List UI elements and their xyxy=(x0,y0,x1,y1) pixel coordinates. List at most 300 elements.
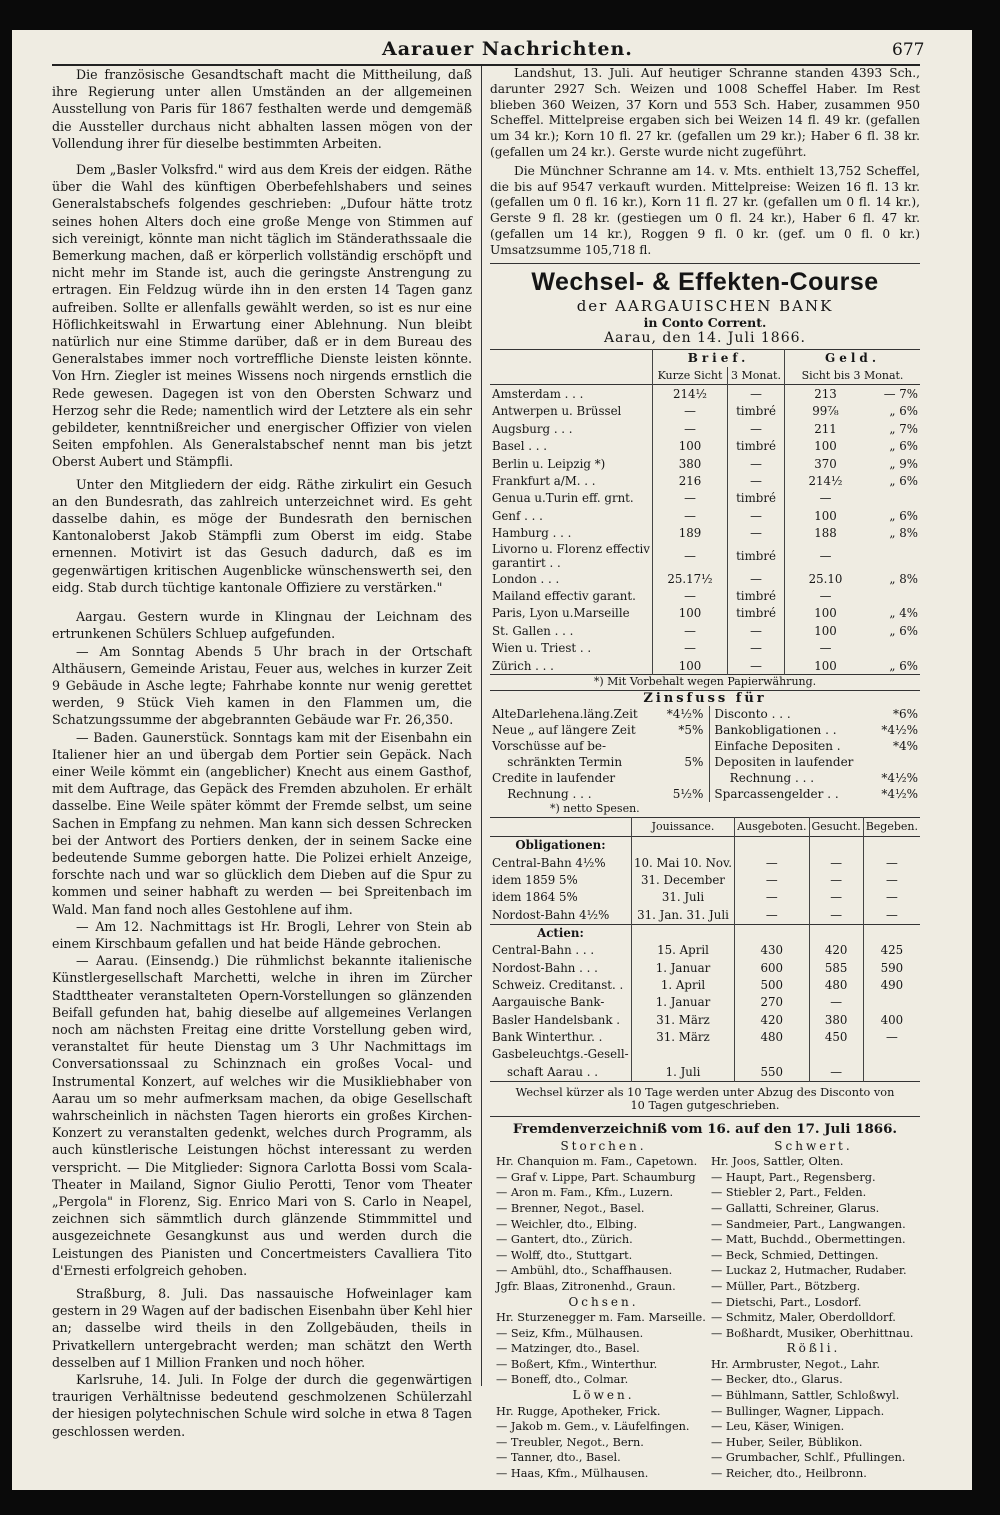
exchange-row xyxy=(490,507,920,524)
zinsfuss-right-value: *4½% xyxy=(881,723,918,738)
security-begeben: — xyxy=(863,1028,920,1045)
security-ausgeboten: — xyxy=(735,854,809,871)
market-report: Landshut, 13. Juli. Auf heutiger Schranne standen 4393 Sch., darunter 2927 Sch. Weizen und 1008 Scheffel Haber. Im Rest blieben 360 Weizen, 37 Korn und 553 Sch. Haber, zusammen 950 Scheffel. Mittelpreise ergaben sich bei Weizen 14 fl. 49 kr. (gefallen um 34 kr.); Korn 10 fl. 27 kr. (gefallen um 29 kr.); Haber 6 fl. 38 kr. (gefallen um 24 kr.). Gerste wurde nicht zugeführt. xyxy=(490,66,920,159)
security-jouissance: 31. März xyxy=(631,1011,734,1028)
zinsfuss-row xyxy=(490,706,920,722)
guest-entry: — Seiz, Kfm., Mülhausen. xyxy=(496,1326,644,1340)
rate-kurze-sicht: — xyxy=(653,587,728,604)
security-jouissance: 1. Januar xyxy=(631,959,734,976)
zinsfuss-left-label: schränkten Termin xyxy=(492,755,623,770)
rate-kurze-sicht: — xyxy=(653,420,728,437)
rate-3-monat: — xyxy=(728,570,785,587)
security-gesucht: — xyxy=(809,889,863,906)
zinsfuss-table xyxy=(490,706,920,802)
guest-entry: — Boßert, Kfm., Winterthur. xyxy=(496,1357,658,1371)
guest-entry: — Jakob m. Gem., v. Läufelfingen. xyxy=(496,1420,690,1434)
guest-entry: — Beck, Schmied, Dettingen. xyxy=(711,1248,879,1262)
hotel-name: Storchen. xyxy=(560,1138,647,1153)
security-begeben: 590 xyxy=(863,959,920,976)
security-jouissance: 10. Mai 10. Nov. xyxy=(631,854,734,871)
guest-entry: — Weichler, dto., Elbing. xyxy=(496,1217,638,1231)
security-gesucht: — xyxy=(809,994,863,1011)
guest-entry: — Haupt, Part., Regensberg. xyxy=(711,1170,876,1184)
guest-entry: — Matzinger, dto., Basel. xyxy=(496,1342,640,1356)
brief-header: Brief. xyxy=(653,349,785,367)
rate-3-monat: timbré xyxy=(728,587,785,604)
rate-kurze-sicht: 100 xyxy=(653,605,728,622)
guest-entry: — Brenner, Negot., Basel. xyxy=(496,1201,645,1215)
left-column xyxy=(52,66,472,1440)
security-jouissance: 31. Juli xyxy=(631,889,734,906)
guest-entry: — Gantert, dto., Zürich. xyxy=(496,1233,633,1247)
exchange-row xyxy=(490,455,920,472)
zinsfuss-right-label: Disconto . . . xyxy=(714,707,791,722)
security-gesucht: — xyxy=(809,1063,863,1081)
rate-3-monat: — xyxy=(728,524,785,541)
securities-row xyxy=(490,994,920,1011)
zinsfuss-left-value: 5% xyxy=(659,754,710,770)
security-name: Nordost-Bahn 4½% xyxy=(492,907,610,922)
rate-sicht: 100 xyxy=(785,438,867,455)
rate-kurze-sicht: 216 xyxy=(653,472,728,489)
guest-entry: — Ambühl, dto., Schaffhausen. xyxy=(496,1264,673,1278)
rate-3-monat: — xyxy=(728,455,785,472)
article-paragraph: Aargau. Gestern wurde in Klingnau der Leichnam des ertrunkenen Schülers Schluep aufgefunden. xyxy=(52,609,472,642)
zinsfuss-right-value xyxy=(874,754,920,770)
empty-cell xyxy=(863,924,920,941)
empty-cell xyxy=(809,836,863,854)
empty-cell xyxy=(735,836,809,854)
discount-rate: „ 4% xyxy=(889,606,918,621)
zinsfuss-row xyxy=(490,738,920,754)
col-gesucht: Gesucht. xyxy=(809,818,863,836)
securities-row xyxy=(490,941,920,958)
security-begeben xyxy=(863,1046,920,1063)
security-begeben: — xyxy=(863,889,920,906)
zinsfuss-title: Zinsfuss für xyxy=(643,691,767,707)
exchange-place: Berlin u. Leipzig *) xyxy=(492,456,606,471)
rate-kurze-sicht: — xyxy=(653,490,728,507)
securities-row xyxy=(490,1028,920,1045)
guest-entry: Hr. Sturzenegger m. Fam. Marseille. xyxy=(496,1311,706,1325)
article-paragraph: Die französische Gesandtschaft macht die Mittheilung, daß ihre Regierung unter allen Umständen an der allgemeinen Ausstellung von Paris für 1867 festhalten werde und demgemäß die Aussteller durchaus nicht abhalten lassen mögen von der Vollendung ihrer für dieselbe bestimmten Arbeiten. xyxy=(52,67,472,151)
security-name: Central-Bahn 4½% xyxy=(492,855,606,870)
rate-sicht: 370 xyxy=(785,455,867,472)
guest-list-right xyxy=(711,1139,916,1482)
guest-list-left xyxy=(490,1139,711,1482)
securities-footer-note: Wechsel kürzer als 10 Tage werden unter Abzug des Disconto von 10 Tagen gutgeschrieben. xyxy=(515,1085,895,1112)
zinsfuss-right-label: Sparcassengelder . . xyxy=(714,787,839,802)
zinsfuss-right-label: Rechnung . . . xyxy=(714,771,815,786)
rate-3-monat: — xyxy=(728,385,785,403)
rate-sicht: — xyxy=(785,587,867,604)
exchange-row xyxy=(490,639,920,656)
security-ausgeboten: — xyxy=(735,906,809,924)
guest-entry: — Sandmeier, Part., Langwangen. xyxy=(711,1217,906,1231)
zinsfuss-left-value xyxy=(659,770,710,786)
security-name: Gasbeleuchtgs.-Gesell- xyxy=(492,1047,629,1062)
discount-rate: „ 6% xyxy=(889,623,918,638)
guest-entry: — Grumbacher, Schlf., Pfullingen. xyxy=(711,1451,906,1465)
rate-kurze-sicht: 100 xyxy=(653,657,728,675)
rate-kurze-sicht: 380 xyxy=(653,455,728,472)
security-begeben xyxy=(863,1063,920,1081)
guest-entry: — Bühlmann, Sattler, Schloßwyl. xyxy=(711,1389,900,1403)
guest-entry: — Reicher, dto., Heilbronn. xyxy=(711,1467,867,1481)
exchange-row xyxy=(490,587,920,604)
guest-entry: Hr. Rugge, Apotheker, Frick. xyxy=(496,1404,661,1418)
security-jouissance: 1. April xyxy=(631,976,734,993)
security-name: Aargauische Bank- xyxy=(492,995,605,1010)
security-ausgeboten: 500 xyxy=(735,976,809,993)
rate-3-monat: — xyxy=(728,639,785,656)
discount-rate: „ 9% xyxy=(889,456,918,471)
security-jouissance: 1. Januar xyxy=(631,994,734,1011)
guest-entry: — Bullinger, Wagner, Lippach. xyxy=(711,1404,885,1418)
rate-sicht: 188 xyxy=(785,524,867,541)
exchange-place: Mailand effectiv garant. xyxy=(492,588,636,603)
col-begeben: Begeben. xyxy=(863,818,920,836)
article-paragraph: — Aarau. (Einsendg.) Die rühmlichst bekannte italienische Künstlergesellschaft Marchetti, welche in ihren im Zürcher Stadttheater veranstalteten Opern-Vorstellungen so glänzenden Beifall gefunden hat, bahig dieselbe auf allgemeines Verlangen noch am nächsten Freitag eine dritte Vorstellung geben wird, veranstaltet für heute Dienstag um 3 Uhr Nachmittags im Conversationssaal zu Schinznach ein großes Vocal- und Instrumental Konzert, auf welches wir die Musikliebhaber von Aarau um so mehr aufmerksam machen, da obige Gesellschaft wahrscheinlich in nächsten Tagen hierorts ein großes Kirchen-Konzert zu veranstalten gedenkt, welches durch Programm, als auch künstlerische Leistungen höchst interessant zu werden verspricht. — Die Mitglieder: Signora Carlotta Bossi vom Scala-Theater in Mailand, Signor Giulio Perotti, Tenor vom Theater „Pergola" in Florenz, Sig. Enrico Mari von S. Carlo in Neapel, zeichnen sich sämmtlich durch glänzende Stimmmittel und ausgezeichnete Gesangkunst aus und werden durch die Leistungen des Pianisten und Concertmeisters Cavalliera Tito d'Ernesti erfolgreich gehoben. xyxy=(52,953,472,1278)
hotel-name: Ochsen. xyxy=(568,1294,639,1309)
guest-entry: — Aron m. Fam., Kfm., Luzern. xyxy=(496,1186,674,1200)
article-paragraph: Straßburg, 8. Juli. Das nassauische Hofweinlager kam gestern in 29 Wagen auf der badischen Eisenbahn über Kehl hier an; dasselbe wird theils in den Zollgebäuden, theils in Privatkellern untergebracht werden; man schätzt den Werth desselben auf 1 Million Franken und noch höher. xyxy=(52,1286,472,1370)
discount-rate: „ 8% xyxy=(889,526,918,541)
security-gesucht: 450 xyxy=(809,1028,863,1045)
exchange-place: Paris, Lyon u.Marseille xyxy=(492,606,630,621)
rate-sicht: 211 xyxy=(785,420,867,437)
rate-3-monat: — xyxy=(728,472,785,489)
discount-rate: — 7% xyxy=(883,387,918,402)
security-gesucht: — xyxy=(809,854,863,871)
security-name: idem 1859 5% xyxy=(492,873,578,888)
security-jouissance: 15. April xyxy=(631,941,734,958)
securities-row xyxy=(490,889,920,906)
guest-entry: Jgfr. Blaas, Zitronenhd., Graun. xyxy=(496,1279,676,1293)
security-ausgeboten: 550 xyxy=(735,1063,809,1081)
security-ausgeboten: — xyxy=(735,871,809,888)
empty-cell xyxy=(631,836,734,854)
guest-entry: — Dietschi, Part., Losdorf. xyxy=(711,1295,862,1309)
rate-3-monat: — xyxy=(728,420,785,437)
guest-entry: — Huber, Seiler, Büblikon. xyxy=(711,1435,863,1449)
rate-sicht: 100 xyxy=(785,507,867,524)
security-jouissance: 1. Juli xyxy=(631,1063,734,1081)
newspaper-page xyxy=(12,30,972,1490)
securities-row xyxy=(490,906,920,924)
rate-kurze-sicht: 25.17½ xyxy=(653,570,728,587)
zinsfuss-right-value: *4% xyxy=(892,739,918,754)
security-jouissance: 31. Jan. 31. Juli xyxy=(631,906,734,924)
security-ausgeboten: 270 xyxy=(735,994,809,1011)
security-gesucht: 380 xyxy=(809,1011,863,1028)
rate-kurze-sicht: 189 xyxy=(653,524,728,541)
section-rule xyxy=(490,263,920,264)
exchange-place: Frankfurt a/M. . . xyxy=(492,473,596,488)
security-begeben: 400 xyxy=(863,1011,920,1028)
rate-3-monat: timbré xyxy=(728,438,785,455)
discount-rate xyxy=(866,587,920,604)
security-gesucht: 480 xyxy=(809,976,863,993)
discount-rate: „ 6% xyxy=(889,658,918,673)
exchange-row xyxy=(490,403,920,420)
column-divider xyxy=(481,66,482,1386)
zinsfuss-row xyxy=(490,754,920,770)
rate-kurze-sicht: — xyxy=(653,622,728,639)
guest-entry: — Haas, Kfm., Mülhausen. xyxy=(496,1467,649,1481)
zinsfuss-footnote: *) netto Spesen. xyxy=(550,802,640,816)
security-ausgeboten: — xyxy=(735,889,809,906)
empty-cell xyxy=(809,924,863,941)
guest-entry: Hr. Chanquion m. Fam., Capetown. xyxy=(496,1155,698,1169)
exchange-subtitle: der AARGAUISCHEN BANK xyxy=(576,296,834,315)
exchange-row xyxy=(490,385,920,403)
empty-cell xyxy=(863,836,920,854)
guest-entry: — Müller, Part., Bötzberg. xyxy=(711,1279,861,1293)
zinsfuss-right-label: Bankobligationen . . xyxy=(714,723,837,738)
discount-rate: „ 6% xyxy=(889,439,918,454)
security-begeben: — xyxy=(863,906,920,924)
market-report: Die Münchner Schranne am 14. v. Mts. enthielt 13,752 Scheffel, die bis auf 9547 verkauft wurden. Mittelpreise: Weizen 16 fl. 13 kr. (gefallen um 0 fl. 16 kr.), Korn 11 fl. 27 kr. (gefallen um 0 fl. 14 kr.), Gerste 9 fl. 28 kr. (gestiegen um 0 fl. 24 kr.), Haber 6 fl. 47 kr. (gefallen um 14 kr.), Roggen 9 fl. 0 kr. (gef. um 0 fl. 0 kr.) Umsatzsumme 105,718 fl. xyxy=(490,163,920,257)
discount-rate xyxy=(866,490,920,507)
hotel-name: Löwen. xyxy=(572,1388,635,1403)
securities-row xyxy=(490,976,920,993)
exchange-place: Wien u. Triest . . xyxy=(492,641,592,656)
guest-entry: — Luckaz 2, Hutmacher, Rudaber. xyxy=(711,1264,907,1278)
col-kurze-sicht: Kurze Sicht xyxy=(653,367,728,385)
masthead-title: Aarauer Nachrichten. xyxy=(382,38,633,60)
page-number: 677 xyxy=(892,40,925,60)
exchange-row xyxy=(490,622,920,639)
security-name: schaft Aarau . . xyxy=(492,1064,598,1079)
rate-sicht: — xyxy=(785,542,867,570)
guest-entry: — Tanner, dto., Basel. xyxy=(496,1451,621,1465)
zinsfuss-right-value: *4½% xyxy=(881,787,918,802)
guest-entry: — Treubler, Negot., Bern. xyxy=(496,1435,644,1449)
guest-entry: — Stiebler 2, Part., Felden. xyxy=(711,1186,867,1200)
zinsfuss-right-label: Einfache Depositen . xyxy=(714,739,841,754)
zinsfuss-left-label: Vorschüsse auf be- xyxy=(492,739,607,754)
securities-group-row xyxy=(490,836,920,854)
exchange-row xyxy=(490,542,920,570)
guest-entry: — Gallatti, Schreiner, Glarus. xyxy=(711,1201,880,1215)
rate-3-monat: timbré xyxy=(728,605,785,622)
right-column xyxy=(490,66,920,1482)
rate-kurze-sicht: 214½ xyxy=(653,385,728,403)
security-ausgeboten: 600 xyxy=(735,959,809,976)
guest-entry: — Leu, Käser, Winigen. xyxy=(711,1420,845,1434)
rate-kurze-sicht: — xyxy=(653,639,728,656)
fremdenverzeichnis-title: Fremdenverzeichniß vom 16. auf den 17. Juli 1866. xyxy=(512,1120,898,1137)
discount-rate xyxy=(866,542,920,570)
rate-sicht: 214½ xyxy=(785,472,867,489)
exchange-place: Livorno u. Florenz effectiv garantirt . . xyxy=(492,541,650,570)
security-ausgeboten: 430 xyxy=(735,941,809,958)
exchange-row xyxy=(490,524,920,541)
rate-3-monat: timbré xyxy=(728,542,785,570)
rate-3-monat: timbré xyxy=(728,403,785,420)
rate-kurze-sicht: — xyxy=(653,403,728,420)
security-jouissance xyxy=(631,1046,734,1063)
rate-sicht: 25.10 xyxy=(785,570,867,587)
exchange-place: Basel . . . xyxy=(492,439,548,454)
security-name: Basler Handelsbank . xyxy=(492,1012,621,1027)
rate-kurze-sicht: — xyxy=(653,507,728,524)
guest-entry: — Wolff, dto., Stuttgart. xyxy=(496,1248,633,1262)
exchange-row xyxy=(490,605,920,622)
securities-row xyxy=(490,854,920,871)
security-gesucht xyxy=(809,1046,863,1063)
securities-group-label: Actien: xyxy=(537,925,584,940)
exchange-place: Amsterdam . . . xyxy=(492,387,584,402)
zinsfuss-right-value: *6% xyxy=(892,707,918,722)
security-begeben: 425 xyxy=(863,941,920,958)
zinsfuss-row xyxy=(490,770,920,786)
security-gesucht: — xyxy=(809,906,863,924)
rate-3-monat: timbré xyxy=(728,490,785,507)
rate-kurze-sicht: — xyxy=(653,542,728,570)
article-paragraph: Unter den Mitgliedern der eidg. Räthe zirkulirt ein Gesuch an den Bundesrath, das zahlreich unterzeichnet wird. Es geht dasselbe dahin, es möge der Bundesrath den bernischen Kantonaloberst Jakob Stämpfli zum Oberst im eidg. Stabe ernennen. Motivirt ist das Gesuch dadurch, daß es im gegenwärtigen kritischen Augenblicke wünschenswerth sei, den eidg. Stab durch tüchtige kantonale Offiziere zu verstärken." xyxy=(52,476,472,595)
zinsfuss-rows xyxy=(490,706,920,802)
col-ausgeboten: Ausgeboten. xyxy=(735,818,809,836)
security-begeben: 490 xyxy=(863,976,920,993)
zinsfuss-left-value: *4½% xyxy=(659,706,710,722)
zinsfuss-left-label: Rechnung . . . xyxy=(492,787,592,802)
securities-row xyxy=(490,959,920,976)
article-paragraph: Karlsruhe, 14. Juli. In Folge der durch die gegenwärtigen traurigen Verhältnisse bedeutend geschmolzenen Schülerzahl der hiesigen polytechnischen Schule wird solche in etwa 8 Tagen geschlossen werden. xyxy=(52,1372,472,1439)
exchange-footnote: *) Mit Vorbehalt wegen Papierwährung. xyxy=(593,675,817,689)
article-paragraph: Dem „Basler Volksfrd." wird aus dem Kreis der eidgen. Räthe über die Wahl des künftigen Oberbefehlshabers und seines Generalstabschefs folgendes geschrieben: „Dufour hätte trotz seines hohen Alters doch eine große Menge von Stimmen auf sich vereinigt, könnte man nicht täglich im Ständerathssaale die Bemerkung machen, daß er körperlich vollständig erschöpft und nicht mehr im Stande ist, auch die geringste Anstrengung zu ertragen. Ein Feldzug würde ihn in den ersten 14 Tagen ganz aufreiben. Sollte er allenfalls gewählt werden, so ist es nur eine Höflichkeitswahl in Erwartung einer Ablehnung. Nun bleibt natürlich nur eine Stimme darüber, daß er in dem Bureau des Generalstabes immer noch vortreffliche Dienste leisten könnte. Von Hrn. Ziegler ist meines Wissens noch nirgends ernstlich die Rede gewesen. Dagegen ist von den Obersten Schwarz und Herzog sehr die Rede; namentlich wird der Letztere als ein sehr gebildeter, kenntnißreicher und energischer Offizier von vielen Seiten empfohlen. Als Generalstabschef nennt man bis jetzt Oberst Aubert und Stämpfli. xyxy=(52,162,472,470)
discount-rate: „ 6% xyxy=(889,508,918,523)
col-jouissance: Jouissance. xyxy=(631,818,734,836)
security-name: Schweiz. Creditanst. . xyxy=(492,977,624,992)
exchange-place: London . . . xyxy=(492,571,560,586)
article-paragraph: — Am Sonntag Abends 5 Uhr brach in der Ortschaft Althäusern, Gemeinde Aristau, Feuer aus, welches in kurzer Zeit 9 Gebäude in Asche legte; Fahrhabe konnte nur wenig gerettet werden, 9 Stück Vieh kamen in den Flammen um, die Schatzungssumme der abgebrannten Gebäude war Fr. 26,350. xyxy=(52,643,472,728)
security-gesucht: — xyxy=(809,871,863,888)
securities-group-row xyxy=(490,924,920,941)
discount-rate: „ 6% xyxy=(889,473,918,488)
exchange-title: Wechsel- & Effekten-Course xyxy=(531,267,879,296)
guest-entry: — Matt, Buchdd., Obermettingen. xyxy=(711,1233,906,1247)
exchange-row xyxy=(490,420,920,437)
securities-table xyxy=(490,817,920,1081)
empty-cell xyxy=(631,924,734,941)
security-ausgeboten xyxy=(735,1046,809,1063)
exchange-place: Hamburg . . . xyxy=(492,526,572,541)
discount-rate xyxy=(866,639,920,656)
article-paragraph: — Am 12. Nachmittags ist Hr. Brogli, Lehrer von Stein ab einem Kirschbaum gefallen und hat beide Hände gebrochen. xyxy=(52,918,472,951)
rate-sicht: 99⅞ xyxy=(785,403,867,420)
guest-entry: Hr. Joos, Sattler, Olten. xyxy=(711,1155,844,1169)
zinsfuss-left-value xyxy=(659,738,710,754)
exchange-row xyxy=(490,570,920,587)
hotel-name: Rößli. xyxy=(786,1341,841,1356)
zinsfuss-left-value: 5½% xyxy=(659,786,710,802)
discount-rate: „ 6% xyxy=(889,404,918,419)
securities-row xyxy=(490,1011,920,1028)
security-gesucht: 585 xyxy=(809,959,863,976)
zinsfuss-row xyxy=(490,722,920,738)
rate-sicht: 100 xyxy=(785,622,867,639)
exchange-date: Aarau, den 14. Juli 1866. xyxy=(604,329,806,346)
exchange-row xyxy=(490,490,920,507)
guest-entry: Hr. Armbruster, Negot., Lahr. xyxy=(711,1357,880,1371)
empty-cell xyxy=(735,924,809,941)
security-jouissance: 31. März xyxy=(631,1028,734,1045)
zinsfuss-left-label: Credite in laufender xyxy=(492,771,616,786)
securities-row xyxy=(490,871,920,888)
geld-header: Geld. xyxy=(785,349,921,367)
zinsfuss-left-value: *5% xyxy=(659,722,710,738)
security-gesucht: 420 xyxy=(809,941,863,958)
discount-rate: „ 7% xyxy=(889,421,918,436)
securities-rows xyxy=(490,836,920,1081)
exchange-row xyxy=(490,472,920,489)
exchange-table xyxy=(490,349,920,676)
guest-entry: — Graf v. Lippe, Part. Schaumburg xyxy=(496,1170,696,1184)
exchange-in-conto: in Conto Corrent. xyxy=(643,314,767,330)
security-jouissance: 31. December xyxy=(631,871,734,888)
security-begeben xyxy=(863,994,920,1011)
security-ausgeboten: 420 xyxy=(735,1011,809,1028)
security-name: Bank Winterthur. . xyxy=(492,1030,603,1045)
fremdenverzeichnis-lists xyxy=(490,1139,920,1482)
exchange-place: Antwerpen u. Brüssel xyxy=(492,404,622,419)
security-ausgeboten: 480 xyxy=(735,1028,809,1045)
exchange-place: Genua u.Turin eff. grnt. xyxy=(492,491,634,506)
zinsfuss-left-label: AlteDarlehena.läng.Zeit xyxy=(492,707,638,722)
col-sicht-bis-3-monat: Sicht bis 3 Monat. xyxy=(785,367,921,385)
rate-sicht: 100 xyxy=(785,657,867,675)
col-3-monat: 3 Monat. xyxy=(728,367,785,385)
zinsfuss-right-label: Depositen in laufender xyxy=(714,755,854,770)
security-name: Nordost-Bahn . . . xyxy=(492,960,598,975)
exchange-rows xyxy=(490,385,920,675)
hotel-name: Schwert. xyxy=(774,1138,853,1153)
rate-sicht: — xyxy=(785,639,867,656)
exchange-row xyxy=(490,438,920,455)
rate-sicht: — xyxy=(785,490,867,507)
securities-row xyxy=(490,1063,920,1081)
exchange-place: Genf . . . xyxy=(492,508,543,523)
exchange-row xyxy=(490,657,920,675)
securities-group-label: Obligationen: xyxy=(515,838,606,853)
security-name: idem 1864 5% xyxy=(492,890,578,905)
discount-rate: „ 8% xyxy=(889,571,918,586)
rate-sicht: 100 xyxy=(785,605,867,622)
section-rule xyxy=(490,1116,920,1117)
rate-3-monat: — xyxy=(728,657,785,675)
guest-entry: — Boßhardt, Musiker, Oberhittnau. xyxy=(711,1326,914,1340)
exchange-place: St. Gallen . . . xyxy=(492,623,574,638)
exchange-place: Zürich . . . xyxy=(492,658,554,673)
rate-3-monat: — xyxy=(728,507,785,524)
zinsfuss-left-label: Neue „ auf längere Zeit xyxy=(492,723,636,738)
zinsfuss-row xyxy=(490,786,920,802)
rate-3-monat: — xyxy=(728,622,785,639)
article-paragraph: — Baden. Gaunerstück. Sonntags kam mit der Eisenbahn ein Italiener hier an und übergab dem Portier sein Gepäck. Nach einer Weile kömmt ein (angeblicher) Knecht aus einem Gasthof, mit dem Auftrage, das Gepäck des Fremden abzuholen. Er erhält dasselbe. Eine Weile später kömmt der Fremde selbst, um seine Sachen in Empfang zu nehmen. Man kann sich dessen Schrecken bei der Antwort des Portiers denken, der in seinem Sacke eine bedeutende Summe geborgen hatte. Die Polizei erhielt Anzeige, forschte nach und war so glücklich dem Dieben auf die Spur zu kommen und seiner habhaft zu werden — bei Spreitenbach im Wald. Man fand noch alles Gestohlene auf ihm. xyxy=(52,729,472,917)
security-name: Central-Bahn . . . xyxy=(492,943,595,958)
security-begeben: — xyxy=(863,871,920,888)
security-begeben: — xyxy=(863,854,920,871)
rate-sicht: 213 xyxy=(785,385,867,403)
zinsfuss-right-value: *4½% xyxy=(881,771,918,786)
guest-entry: — Becker, dto., Glarus. xyxy=(711,1373,843,1387)
securities-row xyxy=(490,1046,920,1063)
guest-entry: — Boneff, dto., Colmar. xyxy=(496,1373,629,1387)
rate-kurze-sicht: 100 xyxy=(653,438,728,455)
exchange-place: Augsburg . . . xyxy=(492,421,573,436)
